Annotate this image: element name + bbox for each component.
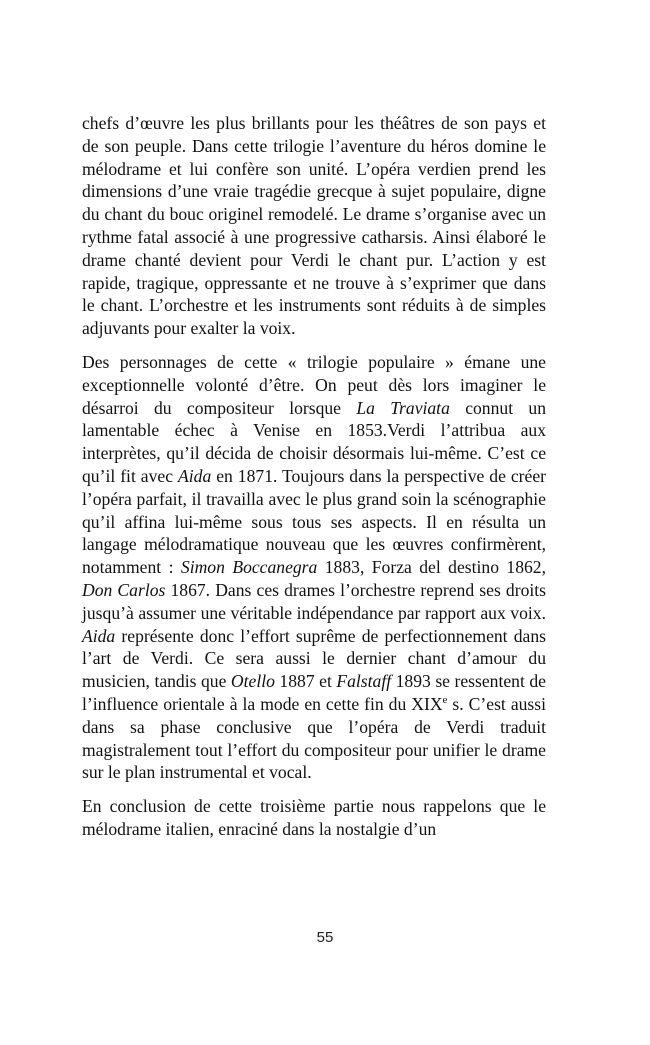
text-segment: représente donc l’effort suprême de perfectionnement dans l’art de Verdi. Ce sera aussi le dernier chant d’amour du musicien, tandis que (82, 625, 546, 692)
text-segment: Aida (178, 465, 212, 486)
paragraph-3 (82, 795, 546, 841)
text-segment: 1887 et (274, 671, 337, 692)
text-segment: chefs d’œuvre les plus brillants pour les théâtres de son pays et de son peuple. Dans cette trilogie l’aventure du héros domine le mélodrame et lui confère son unité. L’opéra verdien prend les dimensions d’une vraie tragédie grecque à sujet populaire, digne du chant du bouc originel remodelé. Le drame s’organise avec un rythme fatal associé à une progressive catharsis. Ainsi élaboré le drame chanté devient pour Verdi le chant pur. L’action y est rapide, tragique, oppressante et ne trouve à s’exprimer que dans le chant. L’orchestre et les instruments sont réduits à de simples adjuvants pour exalter la voix. (82, 113, 546, 339)
text-segment: Simon Boccanegra (180, 557, 318, 578)
text-segment: s. C’est aussi dans sa phase conclusive que l’opéra de Verdi traduit magistralement tout l’effort du compositeur pour unifier le drame sur le plan instrumental et vocal. (82, 693, 547, 783)
text-segment: 1867. Dans ces drames l’orchestre reprend ses droits jusqu’à assumer une véritable indépendance par rapport aux voix. (82, 579, 547, 623)
paragraph-2 (82, 351, 546, 784)
document-body (82, 112, 546, 841)
text-segment: 1883, Forza del destino 1862, (317, 557, 547, 578)
text-segment: Falstaff (336, 671, 392, 692)
text-segment: Don Carlos (82, 579, 166, 600)
paragraph-1 (82, 112, 546, 340)
text-segment: en 1871. Toujours dans la perspective de créer l’opéra parfait, il travailla avec le plus grand soin la scénographie qu’il affina lui-même sous tous ses aspects. Il en résulta un langage mélodramatique nouveau que les œuvres confirmèrent, notamment : (82, 465, 546, 578)
text-segment: Aida (82, 625, 116, 646)
text-segment: Des personnages de cette « trilogie populaire » émane une exceptionnelle volonté d’être. On peut dès lors imaginer le désarroi du compositeur lorsque (82, 351, 546, 418)
text-segment: Otello (230, 671, 275, 692)
text-segment: En conclusion de cette troisième partie nous rappelons que le mélodrame italien, enraciné dans la nostalgie d’un (82, 796, 546, 839)
text-segment: La Traviata (356, 397, 450, 418)
page-number: 55 (316, 929, 334, 946)
text-segment: e (442, 694, 448, 707)
text-segment: connut un lamentable échec à Venise en 1853.Verdi l’attribua aux interprètes, qu’il décida de choisir désormais lui-même. C’est ce qu’il fit avec (82, 397, 546, 486)
text-segment: 1893 se ressentent de l’influence orientale à la mode en cette fin du XIX (82, 671, 546, 714)
